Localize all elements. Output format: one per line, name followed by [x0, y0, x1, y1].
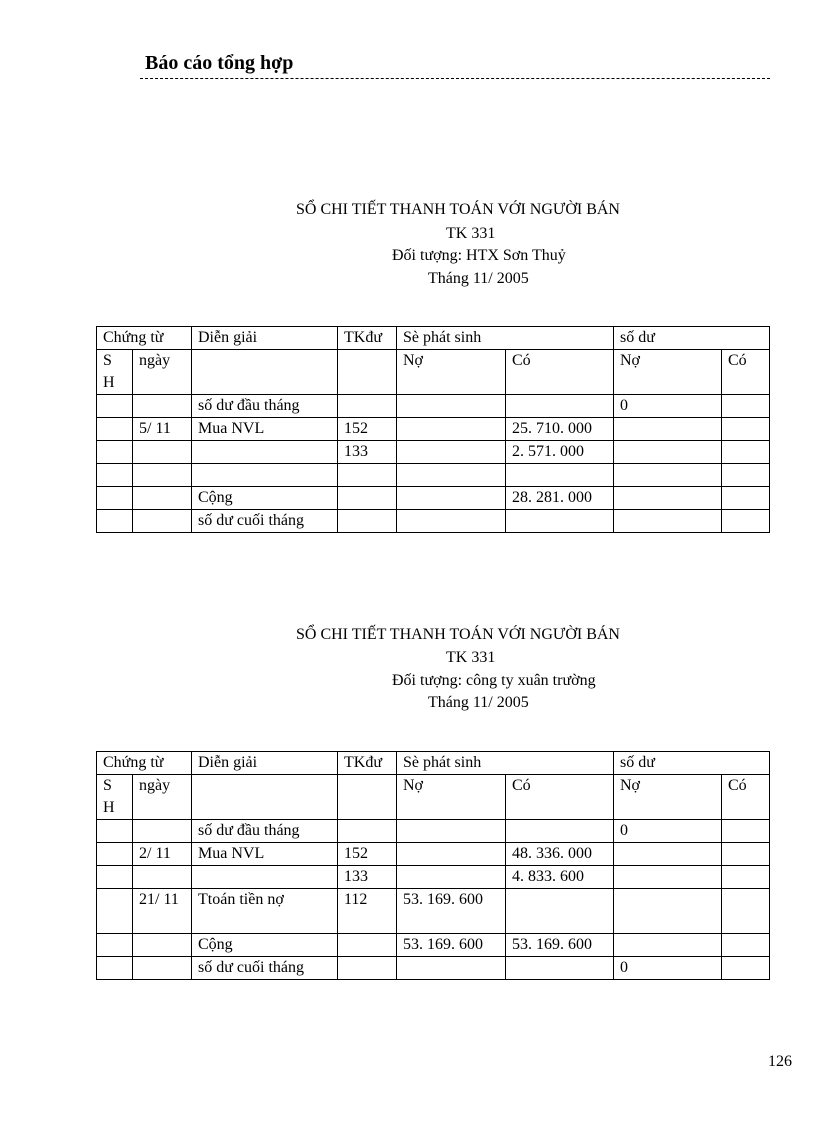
ledger-1-account: TK 331 — [446, 225, 496, 242]
col-so-du: số dư — [614, 752, 770, 775]
col-ps-co: Có — [506, 350, 614, 395]
col-ps-co: Có — [506, 775, 614, 820]
col-chung-tu: Chứng từ — [97, 752, 192, 775]
header-divider — [140, 78, 770, 79]
col-ngay: ngày — [133, 350, 192, 395]
table-row: số dư đầu tháng 0 — [97, 820, 770, 843]
col-ngay: ngày — [133, 775, 192, 820]
ledger-1-subject: Đối tượng: HTX Sơn Thuỷ — [392, 247, 566, 264]
ledger-2-subject: Đối tượng: công ty xuân trường — [392, 672, 596, 689]
table-row: Cộng 28. 281. 000 — [97, 487, 770, 510]
ledger-1-title: SỔ CHI TIẾT THANH TOÁN VỚI NGƯỜI BÁN — [296, 201, 620, 218]
table-header-row — [97, 752, 770, 775]
col-ps-no: Nợ — [397, 775, 506, 820]
ledger-2-table — [96, 751, 770, 980]
ledger-1-period: Tháng 11/ 2005 — [428, 270, 529, 287]
table-subheader-row — [97, 775, 770, 820]
table-header-row — [97, 327, 770, 350]
table-row: số dư cuối tháng 0 — [97, 957, 770, 980]
table-row: 2/ 11 Mua NVL 152 48. 336. 000 — [97, 843, 770, 866]
table-row: 21/ 11 Ttoán tiền nợ 112 53. 169. 600 — [97, 889, 770, 934]
ledger-2-account: TK 331 — [446, 649, 496, 666]
table-row: 133 4. 833. 600 — [97, 866, 770, 889]
table-row: số dư đầu tháng 0 — [97, 395, 770, 418]
table-row — [97, 464, 770, 487]
col-sh: S H — [97, 775, 133, 820]
col-dien-giai: Diễn giải — [192, 327, 338, 350]
col-phat-sinh: Sè phát sinh — [397, 752, 614, 775]
col-tk-du: TKđư — [338, 327, 397, 350]
col-phat-sinh: Sè phát sinh — [397, 327, 614, 350]
table-row: số dư cuối tháng — [97, 510, 770, 533]
col-dien-giai: Diễn giải — [192, 752, 338, 775]
col-sh: S H — [97, 350, 133, 395]
col-du-no: Nợ — [614, 350, 722, 395]
col-du-no: Nợ — [614, 775, 722, 820]
report-title: Báo cáo tổng hợp — [145, 52, 294, 74]
col-tk-du: TKđư — [338, 752, 397, 775]
col-du-co: Có — [722, 775, 770, 820]
col-chung-tu: Chứng từ — [97, 327, 192, 350]
table-row: 133 2. 571. 000 — [97, 441, 770, 464]
col-so-du: số dư — [614, 327, 770, 350]
table-row: 5/ 11 Mua NVL 152 25. 710. 000 — [97, 418, 770, 441]
col-du-co: Có — [722, 350, 770, 395]
table-subheader-row — [97, 350, 770, 395]
ledger-2-period: Tháng 11/ 2005 — [428, 694, 529, 711]
page-number: 126 — [768, 1053, 792, 1070]
col-ps-no: Nợ — [397, 350, 506, 395]
ledger-1-table — [96, 326, 770, 533]
ledger-2-title: SỔ CHI TIẾT THANH TOÁN VỚI NGƯỜI BÁN — [296, 626, 620, 643]
table-row: Cộng 53. 169. 600 53. 169. 600 — [97, 934, 770, 957]
